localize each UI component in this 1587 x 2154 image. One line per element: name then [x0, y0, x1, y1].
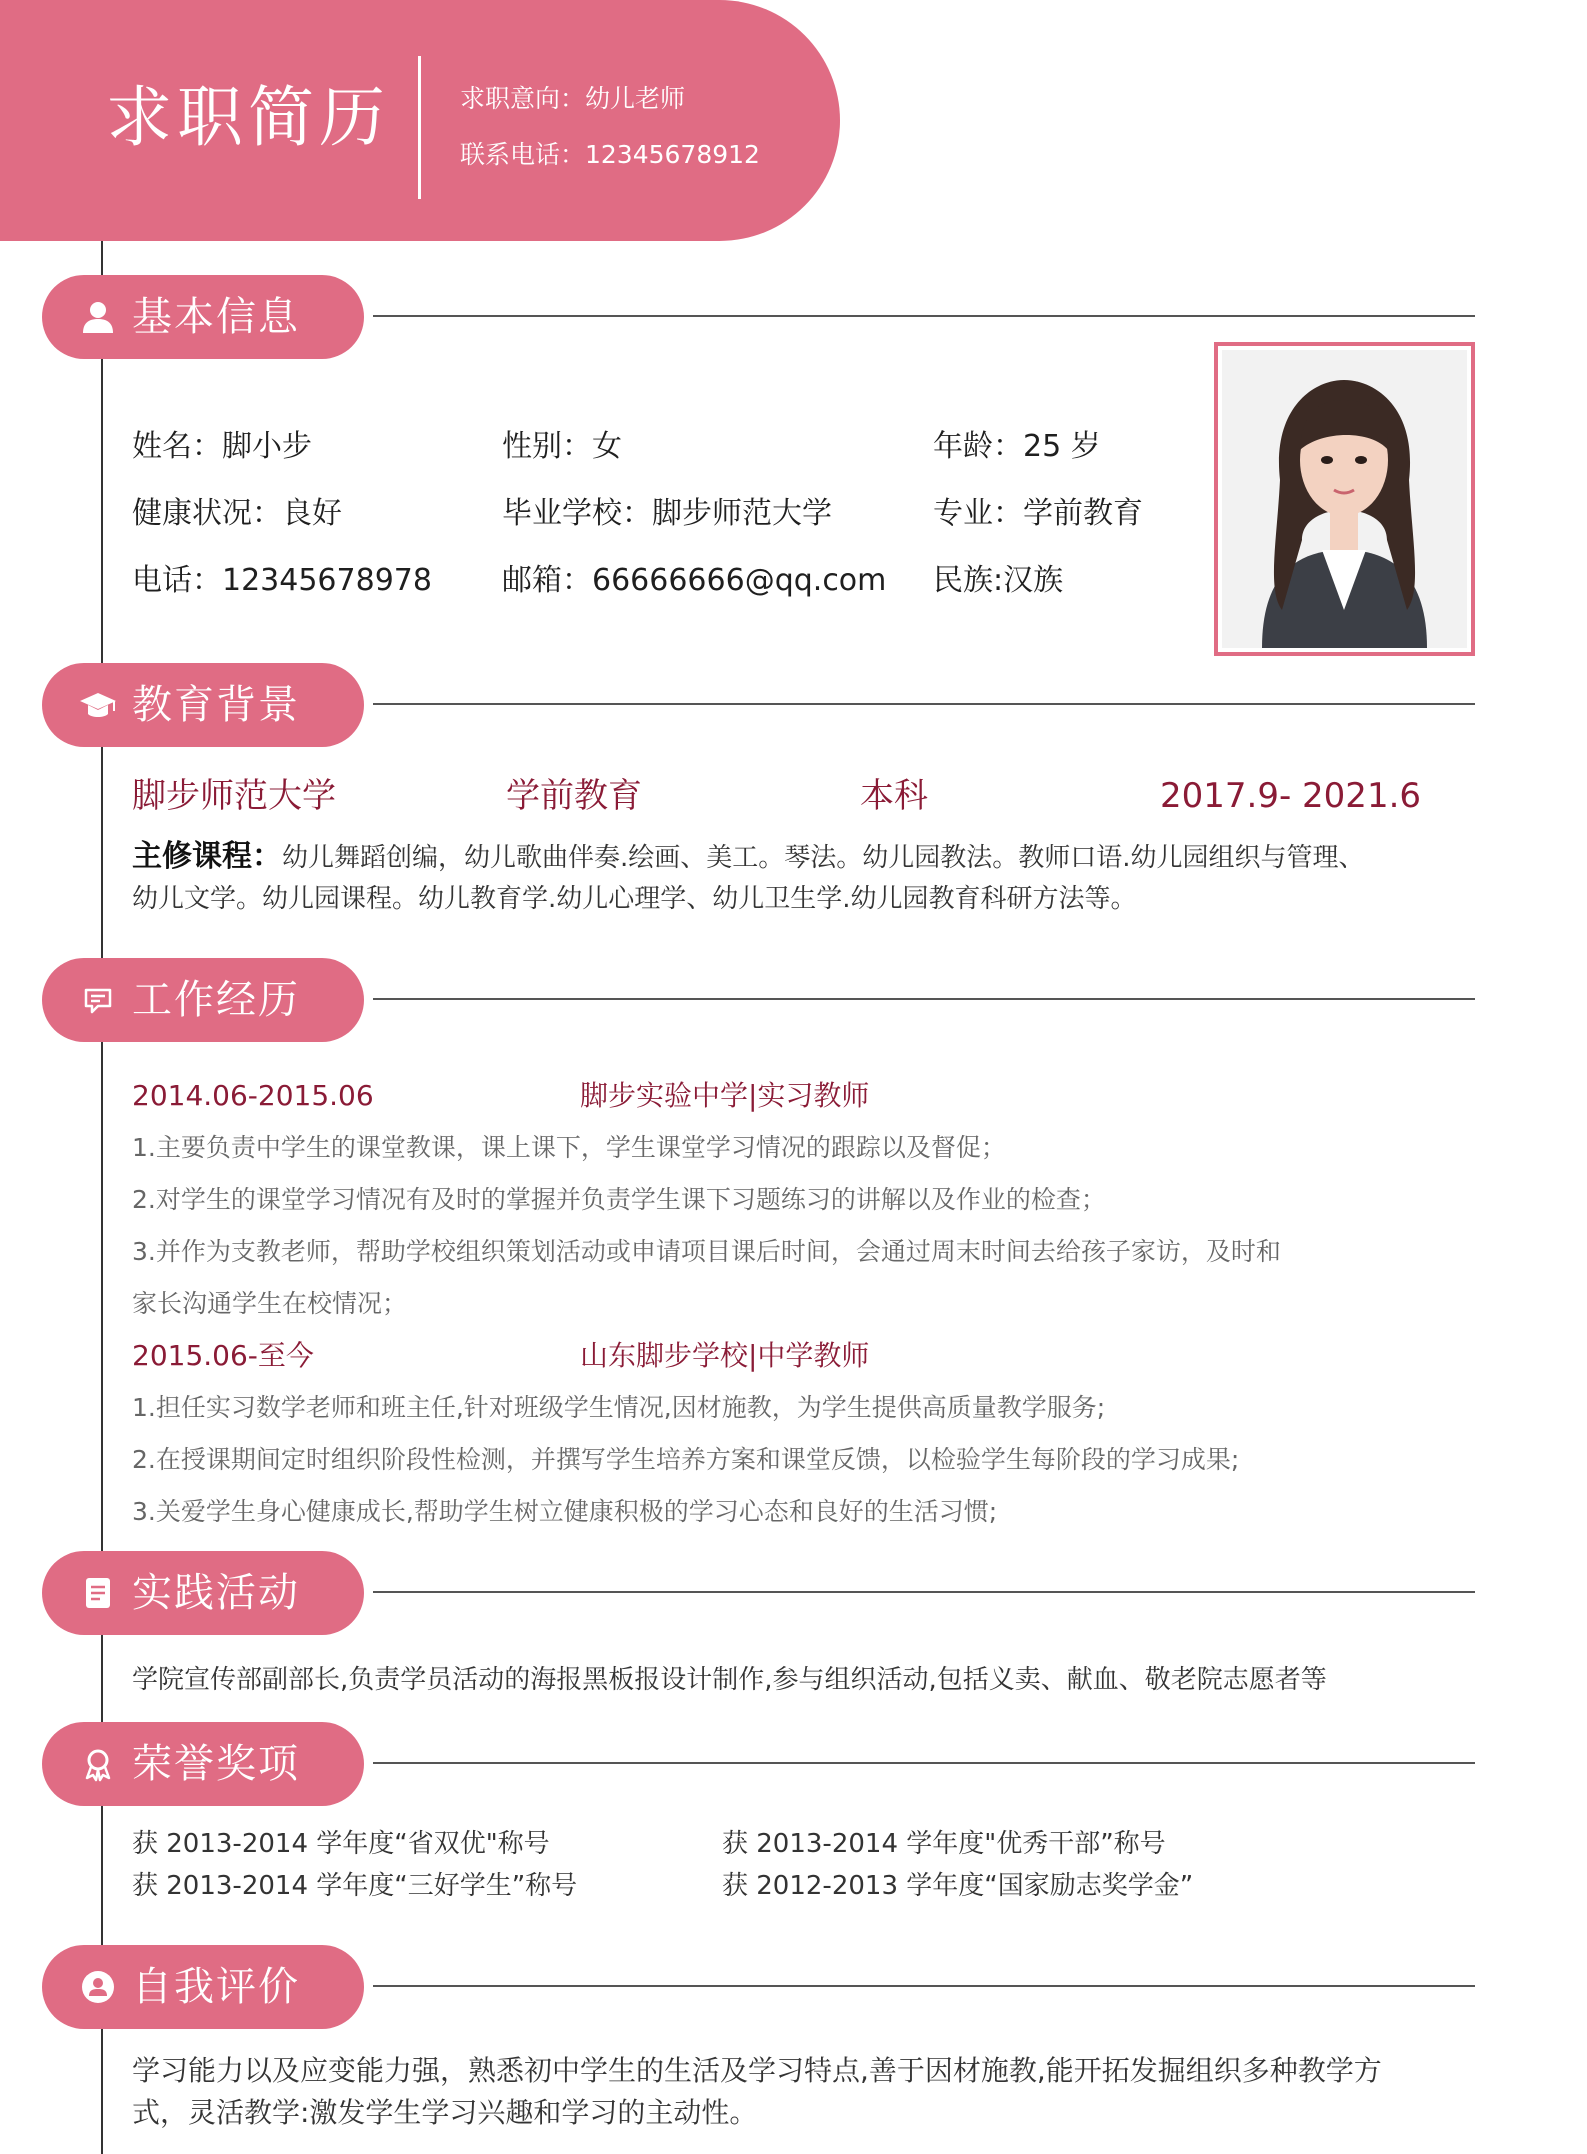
edu-degree: 本科	[860, 776, 928, 816]
info-name: 姓名：脚小步	[132, 429, 312, 464]
section-title: 教育背景	[132, 682, 300, 728]
user-icon	[78, 297, 118, 337]
section-rule	[373, 315, 1475, 317]
section-rule	[373, 1762, 1475, 1764]
honor-item: 获 2013-2014 学年度"优秀干部”称号	[722, 1829, 1166, 1859]
info-age: 年龄：25 岁	[933, 429, 1101, 464]
section-pill	[42, 663, 364, 747]
info-health: 健康状况：良好	[132, 496, 342, 531]
job2-item: 2.在授课期间定时组织阶段性检测，并撰写学生培养方案和课堂反馈，以检验学生每阶段的学习成果;	[132, 1445, 1240, 1474]
chat-icon	[78, 980, 118, 1020]
section-pill	[42, 1722, 364, 1806]
job2-period: 2015.06-至今	[132, 1339, 314, 1372]
courses-line1: 幼儿舞蹈创编，幼儿歌曲伴奏.绘画、美工。琴法。幼儿园教法。教师口语.幼儿园组织与管理、	[282, 843, 1365, 873]
header-divider	[418, 56, 421, 199]
honor-item: 获 2013-2014 学年度“省双优"称号	[132, 1829, 550, 1859]
section-title: 荣誉奖项	[132, 1741, 300, 1787]
section-self-eval	[0, 1945, 1587, 2029]
self-eval-line1: 学习能力以及应变能力强，熟悉初中学生的生活及学习特点,善于因材施教,能开拓发掘组织多种教学方	[132, 2054, 1382, 2087]
section-pill	[42, 275, 364, 359]
section-rule	[373, 1985, 1475, 1987]
job-intent: 求职意向：幼儿老师	[460, 84, 686, 113]
self-eval-line2: 式，灵活教学:激发学生学习兴趣和学习的主动性。	[132, 2096, 758, 2129]
info-phone: 电话：12345678978	[132, 563, 432, 598]
job1-title: 脚步实验中学|实习教师	[580, 1079, 870, 1112]
section-work	[0, 958, 1587, 1042]
resume-title: 求职简历	[106, 79, 390, 156]
info-school: 毕业学校：脚步师范大学	[502, 496, 832, 531]
job2-title: 山东脚步学校|中学教师	[580, 1339, 870, 1372]
info-gender: 性别：女	[502, 429, 622, 464]
edu-school: 脚步师范大学	[132, 776, 336, 816]
job1-item: 1.主要负责中学生的课堂教课，课上课下，学生课堂学习情况的跟踪以及督促；	[132, 1133, 1006, 1162]
section-rule	[373, 703, 1475, 705]
section-title: 工作经历	[132, 977, 300, 1023]
section-title: 实践活动	[132, 1570, 300, 1616]
edu-courses-line2: 幼儿文学。幼儿园课程。幼儿教育学.幼儿心理学、幼儿卫生学.幼儿园教育科研方法等。	[132, 884, 1137, 914]
edu-period: 2017.9- 2021.6	[1160, 776, 1422, 816]
section-pill	[42, 958, 364, 1042]
job2-item: 1.担任实习数学老师和班主任,针对班级学生情况,因材施教，为学生提供高质量教学服务;	[132, 1393, 1106, 1422]
courses-label: 主修课程：	[132, 839, 282, 874]
profile-photo	[1222, 350, 1467, 648]
section-rule	[373, 1591, 1475, 1593]
job1-item: 2.对学生的课堂学习情况有及时的掌握并负责学生课下习题练习的讲解以及作业的检查；	[132, 1185, 1106, 1214]
graduation-cap-icon	[78, 685, 118, 725]
edu-major: 学前教育	[506, 776, 642, 816]
info-major: 专业：学前教育	[933, 496, 1143, 531]
section-rule	[373, 998, 1475, 1000]
award-icon	[78, 1744, 118, 1784]
document-icon	[78, 1573, 118, 1613]
job1-item: 3.并作为支教老师，帮助学校组织策划活动或申请项目课后时间，会通过周末时间去给孩子家访，及时和	[132, 1237, 1281, 1266]
person-circle-icon	[78, 1967, 118, 2007]
practice-text: 学院宣传部副部长,负责学员活动的海报黑板报设计制作,参与组织活动,包括义卖、献血、敬老院志愿者等	[132, 1665, 1327, 1695]
section-honors	[0, 1722, 1587, 1806]
honor-item: 获 2013-2014 学年度“三好学生”称号	[132, 1871, 578, 1901]
resume-header	[0, 0, 840, 241]
section-title: 自我评价	[132, 1964, 300, 2010]
timeline-line	[101, 241, 103, 2154]
section-education	[0, 663, 1587, 747]
section-practice	[0, 1551, 1587, 1635]
section-pill	[42, 1945, 364, 2029]
edu-courses	[132, 839, 1365, 874]
contact-phone: 联系电话：12345678912	[460, 140, 760, 169]
job1-item: 家长沟通学生在校情况；	[132, 1289, 408, 1318]
job2-item: 3.关爱学生身心健康成长,帮助学生树立健康积极的学习心态和良好的生活习惯;	[132, 1497, 998, 1526]
job1-period: 2014.06-2015.06	[132, 1079, 374, 1112]
info-ethnicity: 民族:汉族	[933, 563, 1064, 598]
section-title: 基本信息	[132, 294, 300, 340]
section-pill	[42, 1551, 364, 1635]
profile-photo-frame	[1214, 342, 1475, 656]
honor-item: 获 2012-2013 学年度“国家励志奖学金”	[722, 1871, 1194, 1901]
info-email: 邮箱：66666666@qq.com	[502, 563, 887, 598]
